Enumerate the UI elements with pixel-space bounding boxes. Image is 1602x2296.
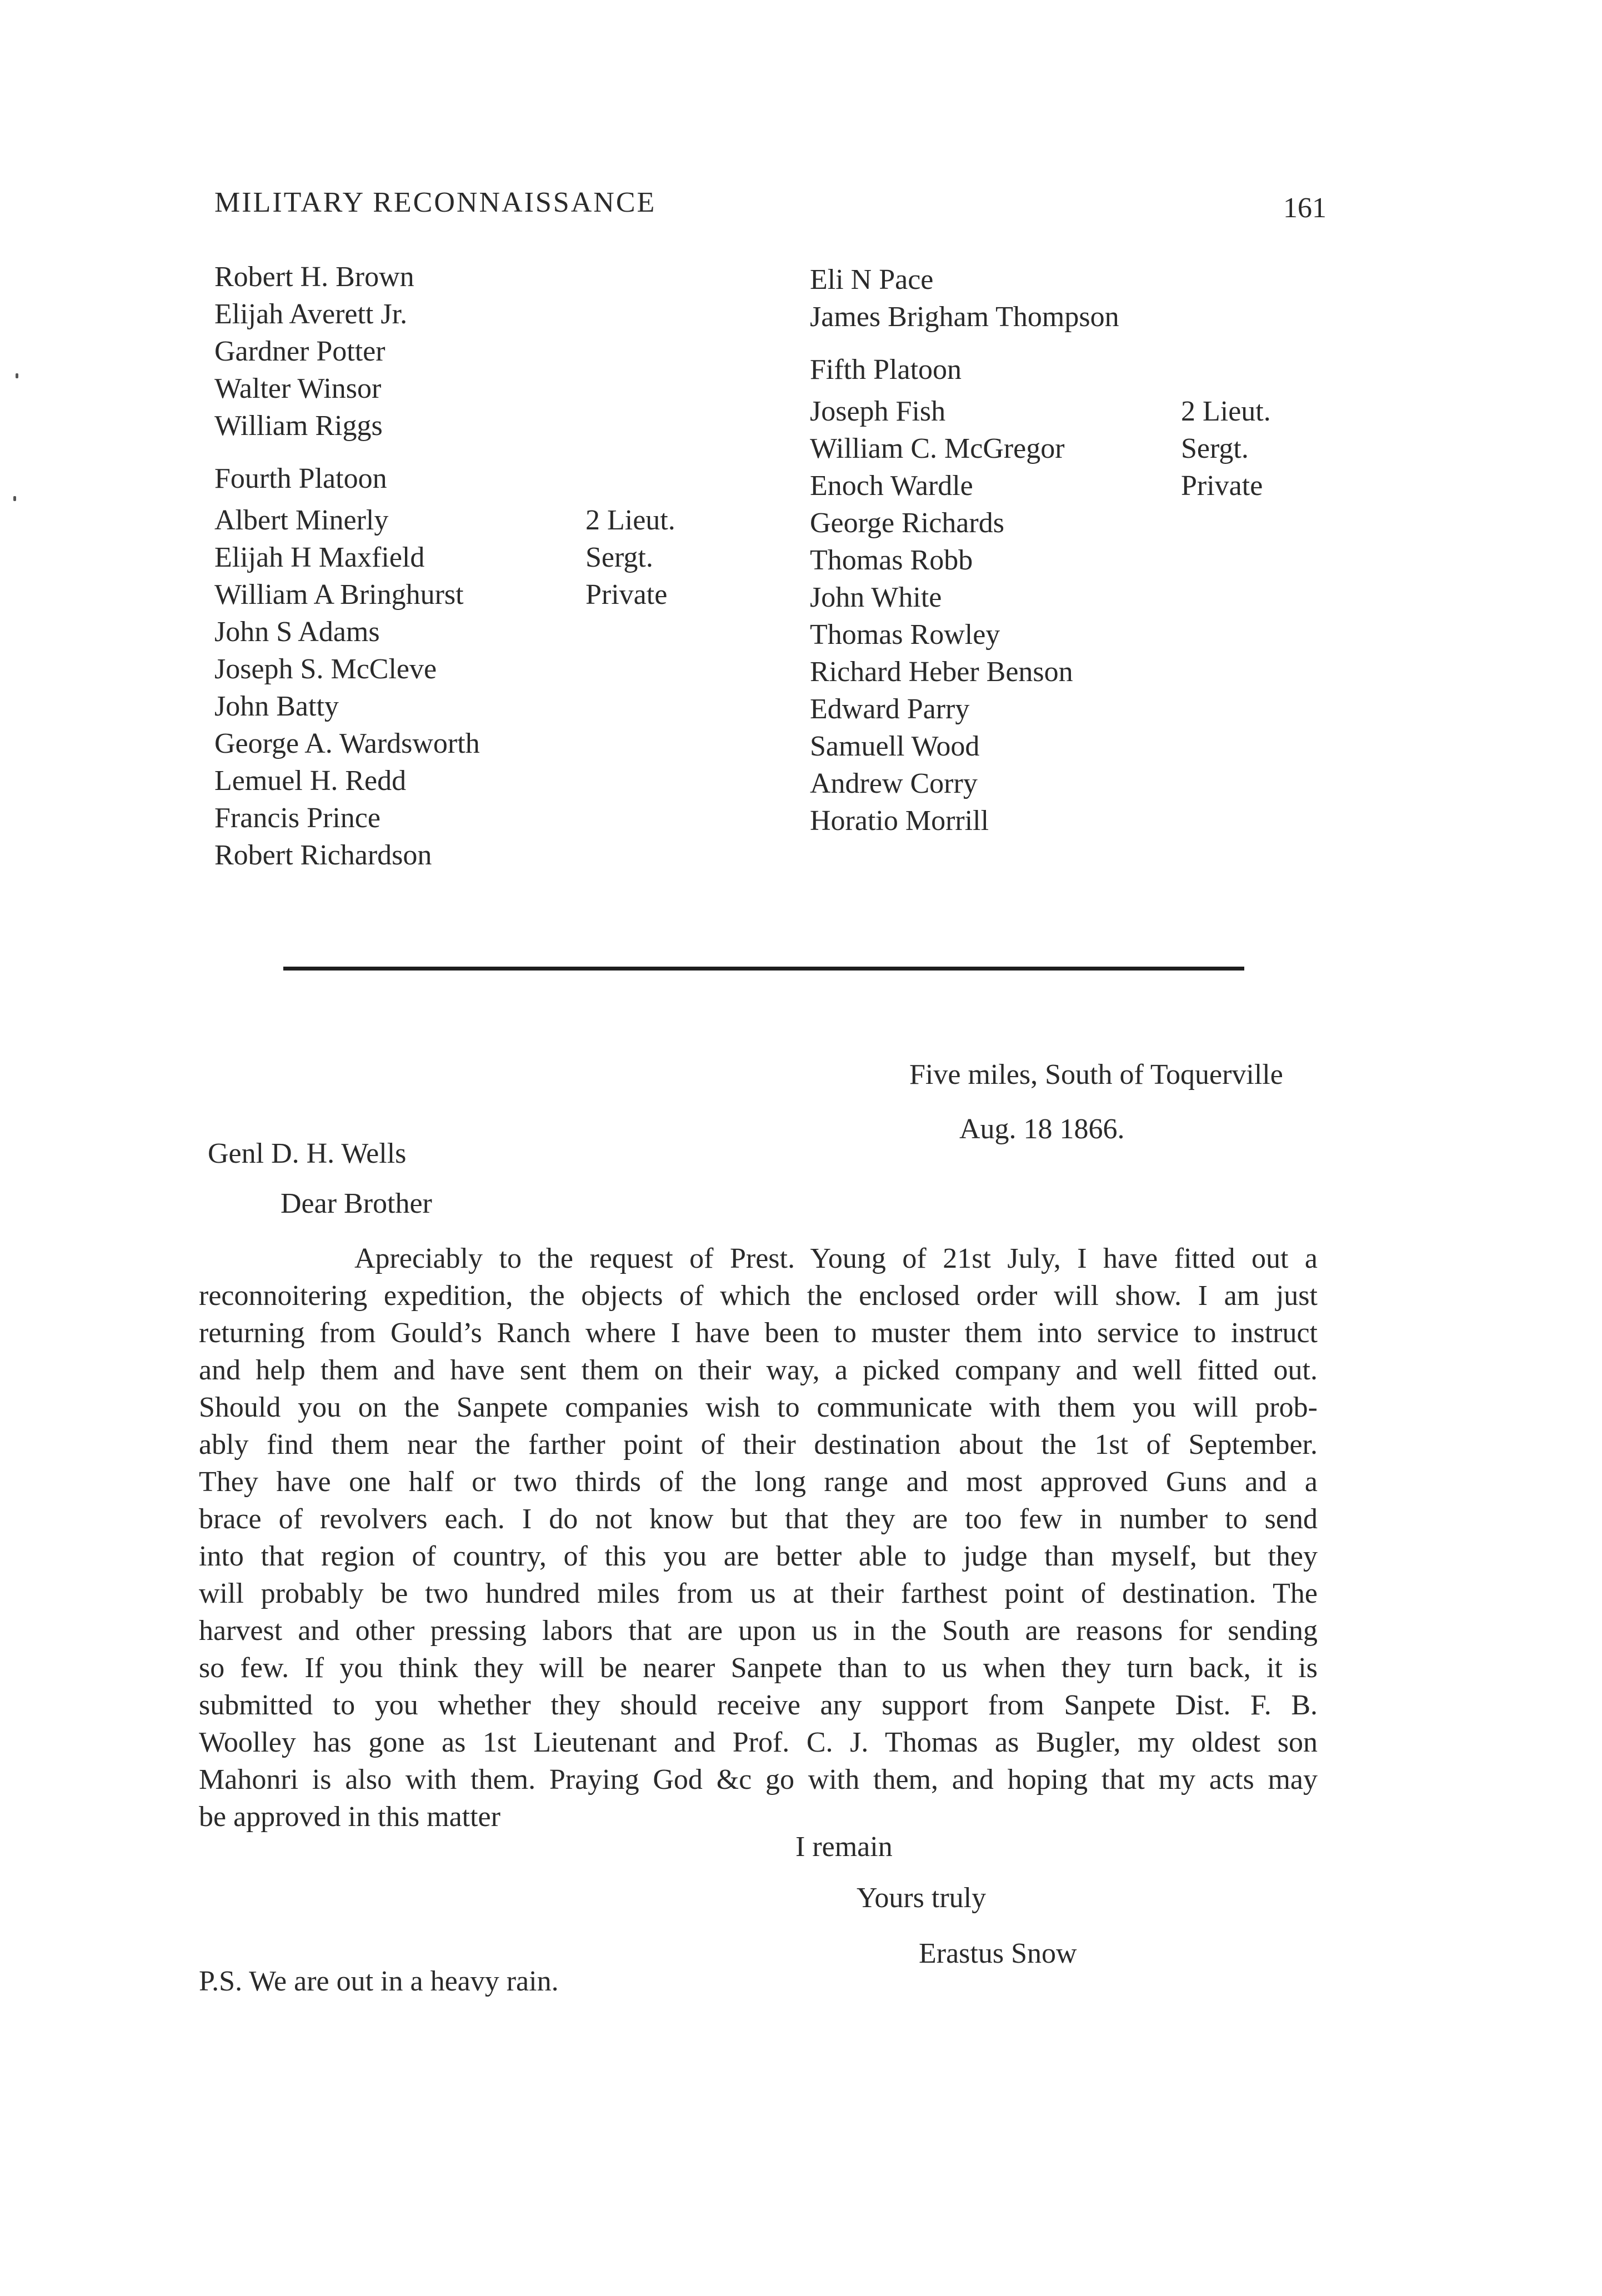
roster-name: Eli N Pace	[810, 264, 934, 296]
member-name: William A Bringhurst	[214, 579, 464, 611]
letter-closing-yours: Yours truly	[857, 1882, 987, 1914]
body-line: into that region of country, of this you are better able to judge than myself, but they	[199, 1540, 1318, 1572]
scan-speck	[13, 496, 16, 501]
letter-salutation: Dear Brother	[281, 1188, 432, 1219]
body-line: reconnoitering expedition, the objects of which the enclosed order will show. I am just	[199, 1280, 1318, 1312]
member-name: Robert Richardson	[214, 839, 432, 871]
member-name: John Batty	[214, 691, 339, 722]
member-name: Andrew Corry	[810, 768, 978, 799]
roster-right-column	[810, 261, 1365, 839]
member-name: Joseph Fish	[810, 396, 946, 427]
roster-name: Gardner Potter	[214, 336, 386, 367]
member-name: Lemuel H. Redd	[214, 765, 407, 797]
roster-name: James Brigham Thompson	[810, 301, 1119, 333]
member-rank: 2 Lieut.	[1181, 396, 1271, 427]
body-line: be approved in this matter	[199, 1801, 500, 1833]
roster-name: Elijah Averett Jr.	[214, 298, 408, 330]
body-line: so few. If you think they will be nearer Sanpete than to us when they turn back, it is	[199, 1652, 1318, 1684]
page-number: 161	[1283, 192, 1326, 224]
member-name: Edward Parry	[810, 693, 970, 725]
letter-closing-remain: I remain	[795, 1831, 893, 1863]
member-name: Joseph S. McCleve	[214, 653, 437, 685]
running-head: MILITARY RECONNAISSANCE	[214, 187, 657, 218]
member-name: Francis Prince	[214, 802, 381, 834]
member-name: William C. McGregor	[810, 433, 1065, 464]
member-name: George A. Wardsworth	[214, 728, 480, 759]
member-rank: Private	[585, 579, 668, 611]
body-line: Should you on the Sanpete companies wish to communicate with them you will prob-	[199, 1392, 1318, 1423]
body-line: and help them and have sent them on their way, a picked company and well fitted out.	[199, 1354, 1318, 1386]
body-line: returning from Gould’s Ranch where I have been to muster them into service to instruct	[199, 1317, 1318, 1349]
letter-body	[199, 1240, 1318, 1835]
section-divider-rule	[283, 967, 1244, 971]
roster-name: Robert H. Brown	[214, 261, 414, 293]
member-rank: Sergt.	[1181, 433, 1249, 464]
fourth-platoon-list	[214, 502, 770, 874]
roster-name: Walter Winsor	[214, 373, 382, 404]
letter-place: Five miles, South of Toquerville	[909, 1059, 1283, 1091]
member-name: Enoch Wardle	[810, 470, 973, 502]
member-name: Samuell Wood	[810, 731, 980, 762]
letter-signature: Erastus Snow	[919, 1938, 1077, 1969]
letter-addressee: Genl D. H. Wells	[208, 1138, 407, 1169]
roster-name: William Riggs	[214, 410, 383, 442]
member-name: Elijah H Maxfield	[214, 542, 425, 573]
member-name: John White	[810, 582, 942, 613]
member-rank: Private	[1181, 470, 1263, 502]
member-rank: Sergt.	[585, 542, 653, 573]
body-line: harvest and other pressing labors that are upon us in the South are reasons for sending	[199, 1615, 1318, 1647]
member-rank: 2 Lieut.	[585, 504, 675, 536]
body-line: They have one half or two thirds of the long range and most approved Guns and a	[199, 1466, 1318, 1498]
body-line: ably find them near the farther point of their destination about the 1st of September.	[199, 1429, 1318, 1460]
member-name: Albert Minerly	[214, 504, 389, 536]
letter-postscript: P.S. We are out in a heavy rain.	[199, 1965, 559, 1997]
member-name: George Richards	[810, 507, 1004, 539]
member-name: Horatio Morrill	[810, 805, 989, 837]
body-line: Woolley has gone as 1st Lieutenant and Prof. C. J. Thomas as Bugler, my oldest son	[199, 1727, 1318, 1758]
roster-left-column	[214, 258, 770, 874]
member-name: Thomas Rowley	[810, 619, 1000, 651]
body-line: submitted to you whether they should receive any support from Sanpete Dist. F. B.	[199, 1689, 1318, 1721]
scan-speck	[16, 373, 18, 378]
body-line: will probably be two hundred miles from us at their farthest point of destination. The	[199, 1578, 1318, 1609]
member-name: Thomas Robb	[810, 544, 973, 576]
body-line: Apreciably to the request of Prest. Young of 21st July, I have fitted out a	[354, 1243, 1318, 1274]
platoon-heading-fifth: Fifth Platoon	[810, 354, 962, 386]
platoon-heading-fourth: Fourth Platoon	[214, 463, 387, 494]
body-line: Mahonri is also with them. Praying God &c go with them, and hoping that my acts may	[199, 1764, 1318, 1795]
body-line: brace of revolvers each. I do not know but that they are too few in number to send	[199, 1503, 1318, 1535]
fifth-platoon-list	[810, 393, 1365, 839]
member-name: John S Adams	[214, 616, 380, 648]
letter-date: Aug. 18 1866.	[959, 1113, 1125, 1145]
member-name: Richard Heber Benson	[810, 656, 1073, 688]
